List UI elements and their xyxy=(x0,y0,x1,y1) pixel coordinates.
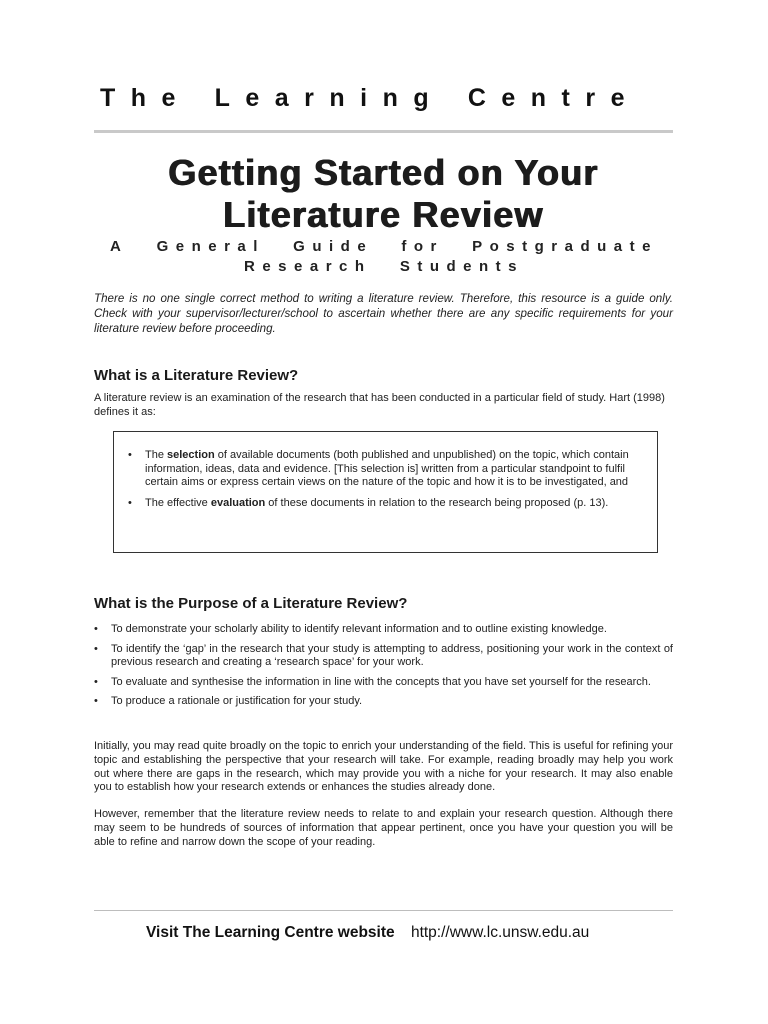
section-heading-what-is: What is a Literature Review? xyxy=(94,367,299,384)
purpose-item xyxy=(94,643,673,670)
header-word-learning: Learning xyxy=(214,84,445,112)
purpose-list xyxy=(94,623,673,715)
title-line-1: Getting Started on Your xyxy=(168,152,599,193)
purpose-item xyxy=(94,623,673,637)
bullet-icon: • xyxy=(94,675,98,688)
section-heading-purpose: What is the Purpose of a Literature Review? xyxy=(94,595,408,612)
quote-item xyxy=(128,497,643,511)
subtitle-line-1 xyxy=(110,237,658,257)
subtitle-word: Postgraduate xyxy=(472,238,658,255)
bullet-icon: • xyxy=(128,449,132,461)
title-line-2: Literature Review xyxy=(223,194,544,235)
subtitle-word: for xyxy=(401,238,444,255)
footer-website-link[interactable]: http://www.lc.unsw.edu.au xyxy=(410,924,590,941)
quote-item-suffix: of these documents in relation to the research being proposed (p. 13). xyxy=(265,496,609,509)
quote-box xyxy=(113,431,658,553)
subtitle-word: Students xyxy=(399,258,524,275)
header-word-the: The xyxy=(100,84,191,112)
purpose-item-text: To demonstrate your scholarly ability to identify relevant information and to outline existing knowledge. xyxy=(111,623,607,635)
definition-paragraph: A literature review is an examination of the research that has been conducted in a particular field of study. Hart (1998) defines it as: xyxy=(94,392,665,418)
subtitle-word: A xyxy=(110,238,129,255)
footer-divider xyxy=(94,910,673,911)
purpose-item-text: To produce a rationale or justification for your study. xyxy=(111,695,363,707)
bullet-icon: • xyxy=(128,496,132,509)
document-title xyxy=(94,152,673,236)
purpose-item xyxy=(94,695,673,709)
subtitle-word: Guide xyxy=(293,238,374,255)
header-word-centre: Centre xyxy=(467,84,640,112)
bullet-icon: • xyxy=(94,623,98,635)
header-divider xyxy=(94,130,673,133)
bullet-icon: • xyxy=(94,642,98,655)
bullet-icon: • xyxy=(94,695,98,707)
quote-item-bold: selection xyxy=(167,449,215,461)
header-title xyxy=(100,84,640,113)
subtitle-line-2 xyxy=(244,257,524,277)
quote-item-prefix: The xyxy=(145,449,168,461)
footer-label: Visit The Learning Centre website xyxy=(146,924,395,941)
subtitle-word: Research xyxy=(244,258,372,275)
intro-disclaimer: There is no one single correct method to writing a literature review. Therefore, this resource is a guide only. Check with your supervisor/lecturer/school to ascertain whether there are any specific requirements for your literature review before proceeding. xyxy=(94,292,673,335)
footer xyxy=(146,924,589,942)
body-paragraph-1: Initially, you may read quite broadly on the topic to enrich your understanding of the field. This is useful for refining your topic and establishing the perspective that your research will take. For example, reading broadly may help you work out where there are gaps in the research, which may provide you with a niche for your research. It may also enable you to establish how your research extends or enhances the studies already done. xyxy=(94,740,673,794)
purpose-item xyxy=(94,676,673,690)
purpose-item-text: To evaluate and synthesise the information in line with the concepts that you have set yourself for the research. xyxy=(111,675,651,688)
quote-item-prefix: The effective xyxy=(145,496,211,509)
document-subtitle xyxy=(110,237,658,277)
subtitle-word: General xyxy=(156,238,265,255)
quote-item xyxy=(128,449,643,490)
purpose-item-text: To identify the ‘gap’ in the research that your study is attempting to address, positioning your work in the context of previous research and creating a ‘research space’ for your work. xyxy=(111,642,673,668)
quote-item-suffix: of available documents (both published and unpublished) on the topic, which contain information, ideas, data and evidence. [This selection is] written from a particular standpoint to fulfil certain aims or express certain views on the nature of the topic and how it is to be investigated, and xyxy=(145,449,629,488)
quote-item-bold: evaluation xyxy=(210,496,266,509)
body-paragraph-2: However, remember that the literature review needs to relate to and explain your research question. Although there may seem to be hundreds of sources of information that appear pertinent, once you have your question you will be able to refine and narrow down the scope of your reading. xyxy=(94,808,673,848)
quote-list xyxy=(128,449,643,517)
